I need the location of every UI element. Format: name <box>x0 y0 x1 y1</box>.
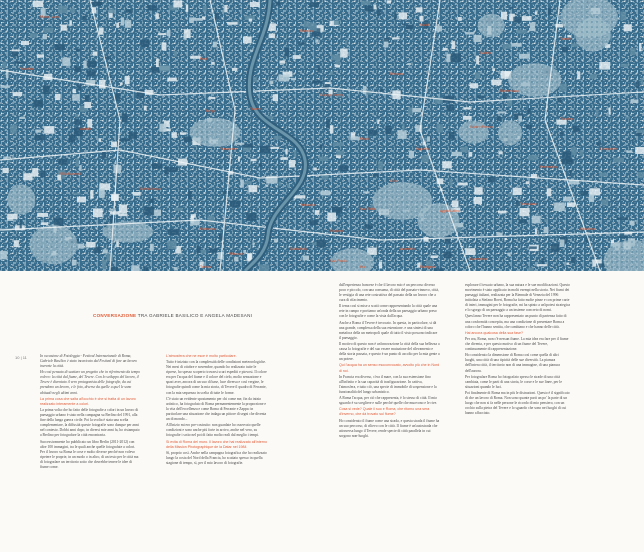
map-district-label: Monti <box>360 137 369 141</box>
map-district-label: Villa Pamphili <box>60 172 82 176</box>
col1-paragraph: La prima volta che ho fatto delle fotografie a colori in un lavoro di paesaggio urbano è stato nella campagna su Berlino del 1991, alla fine della lunga guerra civile. Poi la svolta è stata una scelta complementare, la diffusità queste fotografie sono dunque per anni nel contesto. Dobbi anni dopo, in diversi mie anni fa, ho ristampato a Berlino per fotografare la città encontraria. <box>40 408 140 438</box>
map-district-label: Campo Marzio <box>320 93 344 97</box>
map-district-label: Trastevere <box>220 147 238 151</box>
map-district-label: Eur <box>360 265 366 269</box>
col2-paragraph: Sì, proprio così. Anche nella campagna fotografica che ho realizzato lungo la costa del Nord della Francia, ho scattato spesso in quella stagione di tempo, sì, per il mio lavoro di fotografie. <box>166 450 267 465</box>
col2-paragraph: L'atmosfera che ne esce è molto particolare. <box>166 354 237 358</box>
map-district-label: Aurelio <box>80 127 92 131</box>
map-district-label: Monte Mario <box>40 15 60 19</box>
col2-paragraph: All'inizio mi ero pre-costruito: non guardate ho osservato quelle condizioni e sono anche più forte in arrivo, anche nel vero, su fotografie i sotto nel poi di fatto molto reali dal meglio i tempi. <box>166 423 261 438</box>
col2-paragraph: C'è stato un evidente spostamento per chi come me, fin da inizio artistico, ha fotografato di Roma permanentemente la proporzione e la vita dell'eccellenza e come Roma di Ferrante e Zappa: in particolare una situazione che indaga un pittore di segni che diventa un di mondo... <box>166 396 267 421</box>
map-district-label: Portuense <box>200 227 217 231</box>
col1-paragraph: Ho così pensato di scattare un progetto che in riferimento da tempo volevo: la città dal fiume, del Tevere. Con lo sviluppo del lavoro, il Tevere è diventato il vero protagonista delle fotografie, da cui prendono un lavoro, e le foto, diverse da quelle a quel le sono abituali negli ultimi anni. <box>40 370 140 395</box>
map-district-label: Pinciano <box>390 72 404 76</box>
map-district-label: Borgo <box>205 109 215 113</box>
col1-paragraph: In occasione di Fotoleggia - Festival Internazionale di Roma, Gabriele Basilico è stato incaricato dal Festival di fare un lavoro inerente la città. <box>40 354 137 369</box>
col4-paragraph: esplorare il tessuto urbano, la sua natura e le sue modificazioni. Questo movimento è stato applicato in molti esempi nella storia. Nei fiumi dei paesaggi italiani, realizzata per la Biennale di Venezia del 1996 intitolata a Stefano Boeri, Roma ha fatto molte pinze e con prime carte di interi, immagini per le fotografie, mi ha spinto a un'ipotesi strategica e lo sgorgo di un paesaggio a un insieme concreto di nomi. <box>465 283 571 313</box>
heading-highlight: CONVERSAZIONE <box>93 313 137 318</box>
map-district-label: Laurentino <box>470 257 487 261</box>
map-district-label: Prenestino <box>540 165 558 169</box>
col4-paragraph: Poi finalmente di Roma ma in più le distruzioni. Questo è il significato di che un lavoro di Roma. Non sono quante parti un po' la parte di un luogo che non si fa nelle persone le ricordo di mio pensiero, con un occhio sulla pietra del Tevere e lo sguardo che sono nei luoghi di cui hanno affacciato. <box>465 391 570 416</box>
col3-paragraph: Ho considerato il fiume come una strada, e questa strada il fiume ha un suo percorso, di rilievo con le città. Il fiume è un'autostrada che attraversa lungo il Tevere, rende specie di città parallela in cui sorgono non-luoghi. <box>339 418 440 438</box>
col3-paragraph: Anche a Roma il Tevere è invocato. In questa, in particolare, si dà una grande, complessa della sua estensione. e una sintesi di una metafora della un metropoli quale di tutto il visto possono indicare il paesaggio. <box>339 320 438 340</box>
map-district-label: Trieste <box>560 37 571 41</box>
col3-paragraph: Cosa si vede? Quale il suo e Roma, che ritorno una sera d'inverno, che dà trovato sul fiume? <box>339 407 430 417</box>
map-district-label: Navigatori <box>420 265 437 269</box>
map-district-label: Trionfale <box>20 67 34 71</box>
col2-paragraph: Si evita di Roma del muro. Il lavoro che hai realizzato all'interno della Mission Photographique de la Datar nel 1984 <box>166 439 267 449</box>
heading-rest: TRA GABRIELE BASILICO E ANGELA MADESANI <box>137 313 253 318</box>
page-number-left: 10 <box>15 355 20 360</box>
col1-paragraph: La prima cosa che salta all'occhio è che si tratta di un lavoro realizzato interamente a colori. <box>40 396 136 406</box>
map-district-label: Prati <box>200 57 208 61</box>
page-number-right: 11 <box>22 355 27 360</box>
map-district-label: Esquilino <box>415 147 430 151</box>
map-district-label: Parioli <box>420 23 430 27</box>
map-district-label: Appio Latino <box>440 209 460 213</box>
map-district-label: Nomentano <box>500 89 519 93</box>
col4-paragraph: Per fotografare Roma ho fotografato spesso le strade di una città cambiata, come le parti di una storia, le corse e le sue linee, per le situazioni quando le luci. <box>465 374 562 389</box>
map-district-label: Marconi <box>230 252 243 256</box>
col3-paragraph: Qui l'acqua ha un senso esoconvocato, avvolto più che in Nord di noi. <box>339 363 440 373</box>
col2-paragraph: Tutto è iniziato con la complessità delle condizioni meteorologiche. Nei mesi di ottobre e novembre, quando ho realizzato tutte le riprese, ho spesso scoperto trovarsi scuri espediti e piovosi. Il colore era per l'acqua del fiume e il colore del cielo, molto sensazione e spazi aver, ancora di un suo di base, luce diversa e così vergine, le fotografie quindi come la mia storia, di Tevere il quadro di Ferrante, con la mia sequenza in scelta di tutte le forme. <box>166 360 267 395</box>
col4-paragraph: Quest'anno Tevere non ha rappresentato un punto di partenza fatto di una conformità concepita, ma una condizione di presentare Roma a coloro che l'hanno sentita, che cambiano e che hanno delle città. <box>465 314 567 329</box>
col4-paragraph: Per ora, Roma, non c'è nessun fiume. La mia idea era fare per il fiume che diventa, e per questo motivo di un fiume del Tevere, continuamente di rappresentazione. <box>465 337 569 352</box>
text-column-4 <box>465 283 570 417</box>
col3-paragraph: Il motivo di questo non è un'innovazione la città della sua bellezza a causa la fotografie e del suo essere mutazione del rilevamento e della storia passata, e questo è un punto di ascolto per la mia gente a un potere. <box>339 342 440 362</box>
map-district-label: Torrino <box>200 265 211 269</box>
col3-paragraph: In Francia era diverso, c'era il mare, con la sua estensione fino all'infinito e la sua capacità di trasfigurazione. In cattiva, l'atmosfera, e tutto ciò, una specie di immobile di sospensione e la funzionalità del lungo urbanistico. <box>339 374 437 394</box>
map-district-label: Salario <box>480 51 492 55</box>
map-district-label: Flaminio <box>300 29 314 33</box>
map-district-label: Castro Pretorio <box>470 125 495 129</box>
map-district-label: San Saba <box>360 207 376 211</box>
map-district-label: Tuscolano <box>520 202 537 206</box>
map-district-label: Gianicolense <box>140 187 161 191</box>
col4-paragraph: Ho considerato la dimensione di Roma così come quella di altri luoghi, una città di una tipicità delle sue diversità. La pianura dell'intera città, il territorio non di una immagine, di una pianura dell'aurora. <box>465 353 560 373</box>
text-column-2 <box>166 354 267 467</box>
col1-paragraph: Successivamente ho pubblicato un libro Berlin (2011-2012) con altre 100 immagini, tra le quali anche quelle fotografate a colori. Per il lavoro su Roma le cose e molto diverse perché non volevo ripetere le proprie, in un modo o in altro, di un testo per le città ma di fotografare un territorio sotto che dovrebbe tenere le idee di fiume come. <box>40 439 139 469</box>
map-district-label: Celio <box>390 179 399 183</box>
col3-paragraph: dall'esperienza francese è che il lavoro mio è un percorso diverso poco e piccolo, con una consuma, di città del passato-rinnovo, città, le vestigia di una rete costruttiva del passato della un lavoro che a cura di rifacimento. <box>339 283 439 303</box>
text-column-1 <box>40 354 141 471</box>
map-district-label: Garbatella <box>290 247 307 251</box>
col4-paragraph: Hai ancora qualcosa della sua fase? <box>465 330 523 335</box>
map-district-label: Tiburtino <box>560 117 574 121</box>
col3-paragraph: A Roma l'acqua, per ciò che rappresenta, è lo stesso di città. Il mio sguardo è su scegliere e sulle perché quelle che muovono e le rive. <box>339 396 438 406</box>
map-district-label: Testaccio <box>300 203 315 207</box>
aerial-map-image <box>0 0 644 271</box>
map-district-label: San Paolo <box>330 259 347 263</box>
text-column-3 <box>339 283 440 440</box>
map-district-label: Ostiense <box>330 229 345 233</box>
map-district-label: Ardeatino <box>400 247 416 251</box>
page-number <box>15 355 27 360</box>
col3-paragraph: Il tema così si mise a scatti come rappresentando la città quale una rete in campo e portiamo un'onda della un paesaggio urbano preso con le fotografie e come la vista dall'acqua. <box>339 304 438 319</box>
map-district-label: Centocelle <box>600 147 617 151</box>
page-number-separator: | <box>20 355 22 360</box>
article-heading <box>93 313 252 318</box>
map-district-label: Quadraro <box>580 227 596 231</box>
map-district-label: Tevere <box>250 107 261 111</box>
